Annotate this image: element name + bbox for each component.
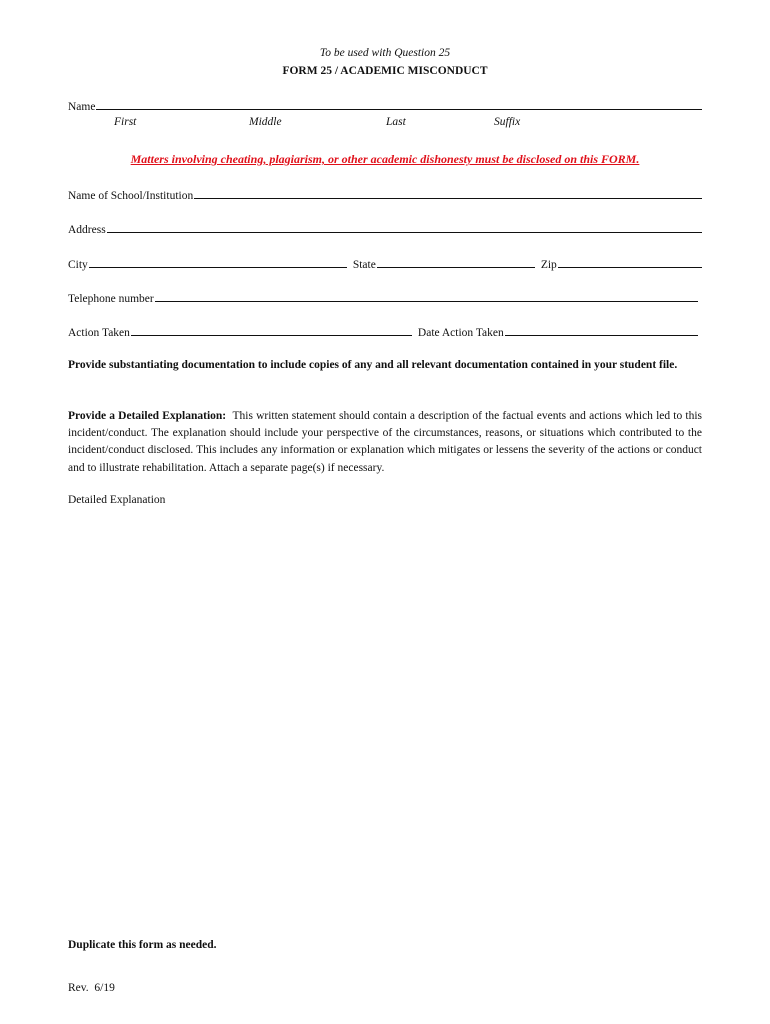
school-input-line[interactable] [194, 187, 702, 199]
first-name-label: First [114, 116, 137, 128]
name-input-line[interactable] [96, 98, 702, 110]
school-field-row [68, 186, 702, 202]
telephone-input-line[interactable] [155, 290, 698, 302]
name-label: Name [68, 101, 96, 113]
telephone-field-row [68, 289, 698, 305]
explanation-lead: Provide a Detailed Explanation: [68, 410, 227, 422]
form-title: FORM 25 / ACADEMIC MISCONDUCT [282, 65, 488, 77]
detailed-explanation-area[interactable] [68, 515, 702, 925]
last-name-label: Last [386, 116, 406, 128]
disclosure-warning: Matters involving cheating, plagiarism, or other academic dishonesty must be disclosed on this FORM. [130, 152, 640, 166]
middle-name-label: Middle [249, 116, 282, 128]
action-taken-row [68, 323, 698, 339]
state-input-line[interactable] [377, 256, 535, 268]
date-action-taken-input-line[interactable] [505, 324, 698, 336]
city-input-line[interactable] [89, 256, 347, 268]
date-action-taken-label: Date Action Taken [417, 327, 504, 339]
city-label: City [68, 259, 88, 271]
city-state-zip-row [68, 255, 702, 271]
detailed-explanation-label: Detailed Explanation [68, 494, 166, 506]
zip-label: Zip [540, 259, 557, 271]
address-label: Address [68, 224, 106, 236]
explanation-body: This written statement should contain a description of the factual events and actions which led to this incident/conduct. The explanation should include your perspective of the circumstances, reasons, or situations which contributed to the incident/conduct disclosed. This includes any information or explanation which mitigates or lessens the severity of the actions or conduct and to illustrate rehabilitation. Attach a separate page(s) if necessary. [68, 410, 703, 474]
school-label: Name of School/Institution [68, 190, 194, 202]
zip-input-line[interactable] [558, 256, 702, 268]
duplicate-note: Duplicate this form as needed. [68, 939, 217, 951]
revision-label: Rev. 6/19 [68, 982, 115, 994]
action-taken-label: Action Taken [68, 327, 130, 339]
documentation-note: Provide substantiating documentation to include copies of any and all relevant documentation contained in your student file. [68, 359, 678, 371]
name-field-row [68, 97, 702, 113]
action-taken-input-line[interactable] [131, 324, 412, 336]
form-subtitle: To be used with Question 25 [319, 47, 451, 59]
suffix-label: Suffix [494, 116, 521, 128]
address-field-row [68, 220, 702, 236]
telephone-label: Telephone number [68, 293, 154, 305]
address-input-line[interactable] [107, 221, 702, 233]
explanation-paragraph [68, 408, 702, 477]
state-label: State [352, 259, 376, 271]
